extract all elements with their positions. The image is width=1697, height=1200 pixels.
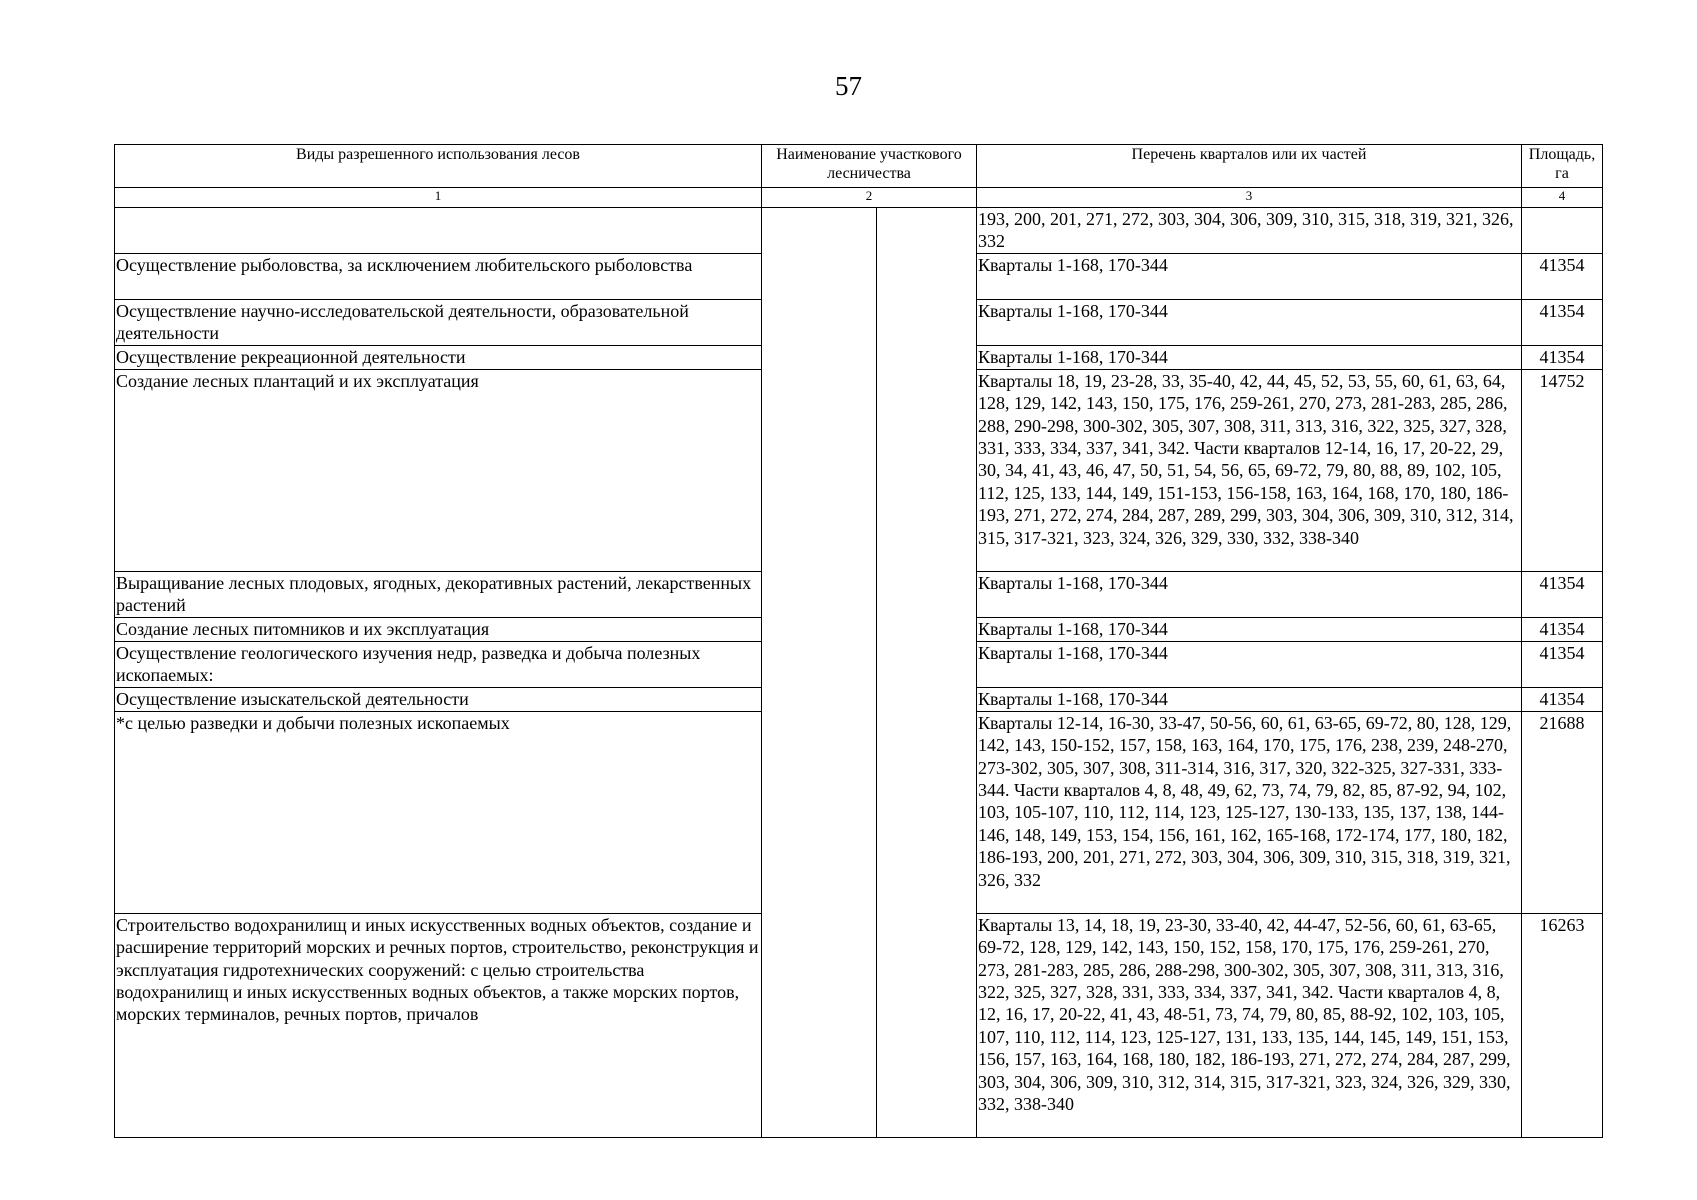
area-cell: 41354 <box>1522 253 1603 299</box>
column-number-row <box>115 188 1603 208</box>
header-use-type: Виды разрешенного использования лесов <box>115 145 762 188</box>
header-forestry-name: Наименование участкового лесничества <box>762 145 977 188</box>
area-cell: 41354 <box>1522 617 1603 641</box>
use-type-cell: Осуществление рыболовства, за исключением любительского рыболовства <box>115 253 762 299</box>
area-cell: 41354 <box>1522 345 1603 369</box>
quarters-cell: Кварталы 12-14, 16-30, 33-47, 50-56, 60, 61, 63-65, 69-72, 80, 128, 129, 142, 143, 150-152, 157, 158, 163, 164, 170, 175, 176, 238, 239, 248-270, 273-302, 305, 307, 308, 311-314, 316, 317, 320, 322-325, 327-331, 333-344. Части кварталов 4, 8, 48, 49, 62, 73, 74, 79, 82, 85, 87-92, 94, 102, 103, 105-107, 110, 112, 114, 123, 125-127, 130-133, 135, 137, 138, 144-146, 148, 149, 153, 154, 156, 161, 162, 165-168, 172-174, 177, 180, 182, 186-193, 200, 201, 271, 272, 303, 304, 306, 309, 310, 315, 318, 319, 321, 326, 332 <box>977 711 1522 913</box>
quarters-cell: Кварталы 1-168, 170-344 <box>977 299 1522 345</box>
area-cell: 41354 <box>1522 299 1603 345</box>
use-type-cell: Осуществление научно-исследовательской деятельности, образовательной деятельности <box>115 299 762 345</box>
use-type-cell: *с целью разведки и добычи полезных ископаемых <box>115 711 762 913</box>
area-cell: 41354 <box>1522 571 1603 617</box>
area-cell: 21688 <box>1522 711 1603 913</box>
use-type-cell: Выращивание лесных плодовых, ягодных, декоративных растений, лекарственных растений <box>115 571 762 617</box>
column-number: 4 <box>1522 188 1603 208</box>
use-type-cell: Осуществление рекреационной деятельности <box>115 345 762 369</box>
area-cell <box>1522 208 1603 254</box>
use-type-cell: Осуществление геологического изучения недр, разведка и добыча полезных ископаемых: <box>115 641 762 687</box>
inner-divider-line <box>876 208 877 1137</box>
quarters-cell: Кварталы 1-168, 170-344 <box>977 345 1522 369</box>
quarters-cell: Кварталы 1-168, 170-344 <box>977 641 1522 687</box>
use-type-cell: Строительство водохранилищ и иных искусственных водных объектов, создание и расширение территорий морских и речных портов, строительство, реконструкция и эксплуатация гидротехнических сооружений: с целью строительства водохранилищ и иных искусственных водных объектов, а также морских портов, морских терминалов, речных портов, причалов <box>115 913 762 1137</box>
area-cell: 41354 <box>1522 641 1603 687</box>
column-number: 3 <box>977 188 1522 208</box>
area-cell: 14752 <box>1522 369 1603 571</box>
header-row <box>115 145 1603 188</box>
header-area: Площадь, га <box>1522 145 1603 188</box>
use-type-cell: Осуществление изыскательской деятельности <box>115 687 762 711</box>
quarters-cell: Кварталы 1-168, 170-344 <box>977 253 1522 299</box>
forestry-name-cell <box>762 208 977 1138</box>
quarters-cell: Кварталы 1-168, 170-344 <box>977 571 1522 617</box>
area-cell: 41354 <box>1522 687 1603 711</box>
quarters-cell: Кварталы 1-168, 170-344 <box>977 617 1522 641</box>
table-row <box>115 208 1603 254</box>
use-type-cell: Создание лесных плантаций и их эксплуатация <box>115 369 762 571</box>
forest-use-table <box>114 144 1603 1138</box>
quarters-cell: Кварталы 18, 19, 23-28, 33, 35-40, 42, 44, 45, 52, 53, 55, 60, 61, 63, 64, 128, 129, 142, 143, 150, 175, 176, 259-261, 270, 273, 281-283, 285, 286, 288, 290-298, 300-302, 305, 307, 308, 311, 313, 316, 322, 325, 327, 328, 331, 333, 334, 337, 341, 342. Части кварталов 12-14, 16, 17, 20-22, 29, 30, 34, 41, 43, 46, 47, 50, 51, 54, 56, 65, 69-72, 79, 80, 88, 89, 102, 105, 112, 125, 133, 144, 149, 151-153, 156-158, 163, 164, 168, 170, 180, 186-193, 271, 272, 274, 284, 287, 289, 299, 303, 304, 306, 309, 310, 312, 314, 315, 317-321, 323, 324, 326, 329, 330, 332, 338-340 <box>977 369 1522 571</box>
area-cell: 16263 <box>1522 913 1603 1137</box>
use-type-cell: Создание лесных питомников и их эксплуатация <box>115 617 762 641</box>
quarters-cell: 193, 200, 201, 271, 272, 303, 304, 306, 309, 310, 315, 318, 319, 321, 326, 332 <box>977 208 1522 254</box>
column-number: 2 <box>762 188 977 208</box>
quarters-cell: Кварталы 13, 14, 18, 19, 23-30, 33-40, 42, 44-47, 52-56, 60, 61, 63-65, 69-72, 128, 129, 142, 143, 150, 152, 158, 170, 175, 176, 259-261, 270, 273, 281-283, 285, 286, 288-298, 300-302, 305, 307, 308, 311, 313, 316, 322, 325, 327, 328, 331, 333, 334, 337, 341, 342. Части кварталов 4, 8, 12, 16, 17, 20-22, 41, 43, 48-51, 73, 74, 79, 80, 85, 88-92, 102, 103, 105, 107, 110, 112, 114, 123, 125-127, 131, 133, 135, 144, 145, 149, 151, 153, 156, 157, 163, 164, 168, 180, 182, 186-193, 271, 272, 274, 284, 287, 299, 303, 304, 306, 309, 310, 312, 314, 315, 317-321, 323, 324, 326, 329, 330, 332, 338-340 <box>977 913 1522 1137</box>
column-number: 1 <box>115 188 762 208</box>
quarters-cell: Кварталы 1-168, 170-344 <box>977 687 1522 711</box>
page-number: 57 <box>835 71 862 101</box>
header-quarters-list: Перечень кварталов или их частей <box>977 145 1522 188</box>
use-type-cell <box>115 208 762 254</box>
